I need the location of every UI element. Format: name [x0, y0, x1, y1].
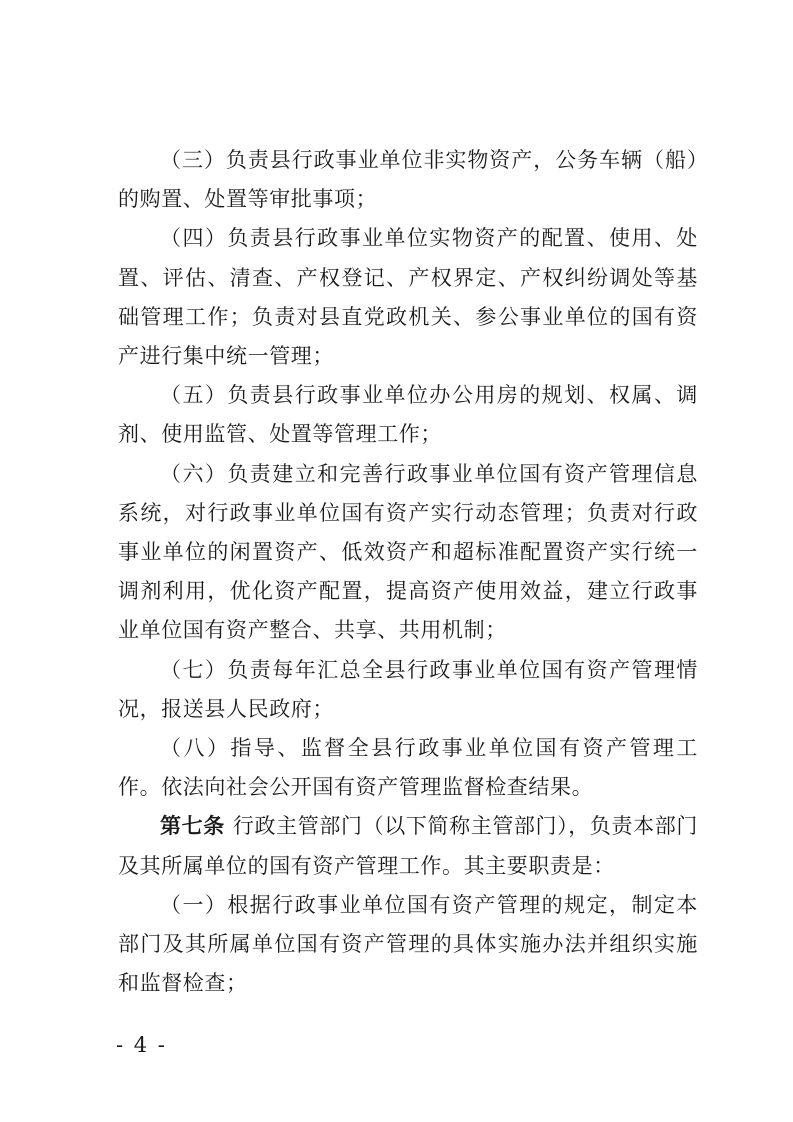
paragraph-item-4: （四）负责县行政事业单位实物资产的配置、使用、处置、评估、清查、产权登记、产权界定、产权纠纷调处等基础管理工作；负责对县直党政机关、参公事业单位的国有资产进行集中统一管理；	[118, 226, 698, 369]
paragraph-item-3: （三）负责县行政事业单位非实物资产，公务车辆（船）的购置、处置等审批事项；	[118, 148, 698, 212]
paragraph-item-6: （六）负责建立和完善行政事业单位国有资产管理信息系统，对行政事业单位国有资产实行动态管理；负责对行政事业单位的闲置资产、低效资产和超标准配置资产实行统一调剂利用，优化资产配置，提高资产使用效益，建立行政事业单位国有资产整合、共享、共用机制；	[118, 461, 698, 643]
paragraph-item-7: （七）负责每年汇总全县行政事业单位国有资产管理情况，报送县人民政府；	[118, 657, 698, 721]
article-title: 第七条	[160, 814, 225, 839]
article-7-paragraph	[118, 807, 698, 885]
paragraph-item-1: （一）根据行政事业单位国有资产管理的规定，制定本部门及其所属单位国有资产管理的具体实施办法并组织实施和监督检查；	[118, 892, 698, 996]
paragraph-item-8: （八）指导、监督全县行政事业单位国有资产管理工作。依法向社会公开国有资产管理监督检查结果。	[118, 736, 698, 800]
document-body	[118, 141, 698, 1003]
page-number: - 4 -	[116, 1033, 167, 1057]
paragraph-item-5: （五）负责县行政事业单位办公用房的规划、权属、调剂、使用监管、处置等管理工作；	[118, 383, 698, 447]
article-text: 行政主管部门（以下简称主管部门），负责本部门及其所属单位的国有资产管理工作。其主要职责是：	[118, 814, 698, 878]
